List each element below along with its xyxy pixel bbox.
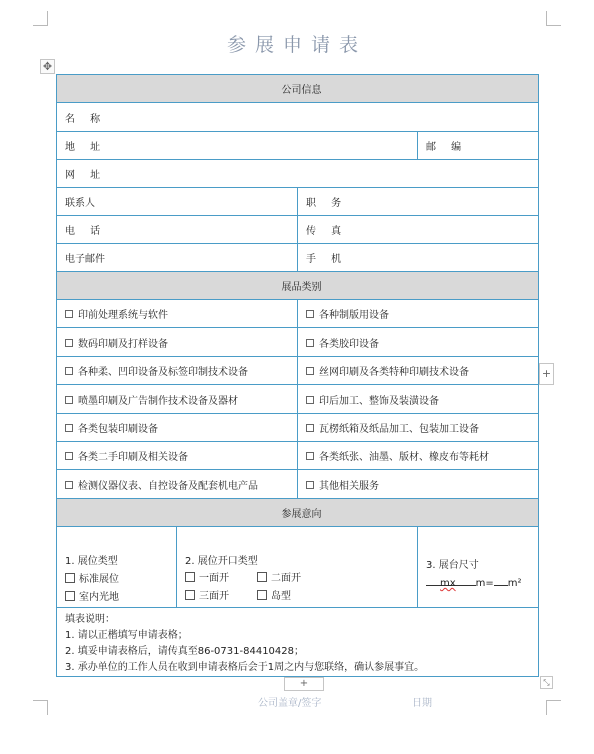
instruction-item: 2. 填妥申请表格后，请传真至86-0731-84410428； [65, 646, 305, 657]
booth-type-cell [57, 527, 177, 608]
category-option[interactable] [57, 328, 298, 357]
field-position-label: 职 务 [306, 198, 348, 209]
category-label: 各类包装印刷设备 [78, 424, 158, 435]
category-label: 瓦楞纸箱及纸品加工、包装加工设备 [319, 424, 479, 435]
field-website-label: 网 址 [65, 170, 107, 181]
field-website[interactable] [57, 160, 539, 188]
checkbox-icon[interactable] [185, 590, 195, 600]
size-blank[interactable] [494, 575, 508, 586]
field-postcode-label: 邮 编 [426, 142, 468, 153]
category-label: 各类胶印设备 [319, 338, 379, 350]
checkbox-icon[interactable] [257, 590, 267, 600]
opening-two-option[interactable] [257, 571, 329, 587]
category-label: 其他相关服务 [319, 480, 379, 492]
booth-standard-option[interactable] [65, 571, 176, 589]
category-option[interactable] [298, 328, 539, 357]
field-mobile-label: 手 机 [306, 254, 348, 265]
category-option[interactable] [57, 414, 298, 442]
instructions-heading: 填表说明： [65, 614, 115, 625]
size-m2: m² [507, 578, 522, 589]
category-option[interactable] [57, 385, 298, 414]
opening-one-label: 一面开 [199, 573, 229, 584]
opening-island-option[interactable] [257, 589, 329, 605]
signature-label: 公司盖章/签字 [258, 698, 322, 709]
size-blank[interactable] [426, 575, 440, 586]
opening-one-option[interactable] [185, 571, 257, 587]
checkbox-icon[interactable] [65, 591, 75, 601]
booth-size-cell[interactable] [418, 527, 539, 608]
field-name[interactable] [57, 103, 539, 132]
size-mx: mx [440, 575, 456, 586]
category-option[interactable] [298, 442, 539, 470]
page-corner-top-right [546, 11, 561, 26]
date-label: 日期 [412, 698, 432, 709]
checkbox-icon[interactable] [257, 572, 267, 582]
category-label: 数码印刷及打样设备 [78, 338, 168, 350]
checkbox-icon[interactable] [65, 424, 73, 432]
field-address[interactable] [57, 132, 418, 160]
booth-type-title: 1. 展位类型 [65, 556, 118, 567]
checkbox-icon[interactable] [65, 481, 73, 489]
category-option[interactable] [57, 470, 298, 499]
field-fax-label: 传 真 [306, 226, 348, 237]
category-label: 印后加工、整饰及装潢设备 [319, 395, 439, 407]
size-blank[interactable] [456, 575, 476, 586]
field-phone[interactable] [57, 216, 298, 244]
field-fax[interactable] [298, 216, 539, 244]
checkbox-icon[interactable] [65, 452, 73, 460]
checkbox-icon[interactable] [65, 367, 73, 375]
category-label: 喷墨印刷及广告制作技术设备及器材 [78, 395, 238, 407]
field-address-label: 地 址 [65, 142, 107, 153]
category-option[interactable] [298, 385, 539, 414]
category-option[interactable] [298, 470, 539, 499]
category-option[interactable] [57, 300, 298, 328]
checkbox-icon[interactable] [306, 424, 314, 432]
page-corner-bottom-left [33, 700, 48, 715]
section-header-company: 公司信息 [57, 75, 539, 103]
category-option[interactable] [57, 357, 298, 385]
category-label: 印前处理系统与软件 [78, 310, 168, 321]
size-m-eq: m= [475, 578, 494, 589]
checkbox-icon[interactable] [65, 339, 73, 347]
field-name-label: 名 称 [65, 113, 107, 125]
application-form-table [56, 74, 539, 677]
field-position[interactable] [298, 188, 539, 216]
booth-raw-option[interactable] [65, 589, 176, 607]
booth-raw-label: 室内光地 [79, 592, 119, 603]
checkbox-icon[interactable] [306, 339, 314, 347]
booth-size-formula[interactable] [426, 575, 538, 593]
opening-island-label: 岛型 [271, 591, 291, 602]
booth-size-title: 3. 展台尺寸 [426, 560, 479, 571]
category-label: 各种柔、凹印设备及标签印制技术设备 [78, 367, 248, 378]
category-option[interactable] [298, 414, 539, 442]
opening-type-cell [177, 527, 418, 608]
field-phone-label: 电 话 [65, 226, 107, 237]
category-option[interactable] [298, 357, 539, 385]
field-postcode[interactable] [418, 132, 539, 160]
category-label: 丝网印刷及各类特种印刷技术设备 [319, 367, 469, 378]
checkbox-icon[interactable] [306, 367, 314, 375]
checkbox-icon[interactable] [306, 481, 314, 489]
category-label: 各类纸张、油墨、版材、橡皮布等耗材 [319, 452, 489, 463]
section-header-categories: 展品类别 [57, 272, 539, 300]
section-header-intent: 参展意向 [57, 499, 539, 527]
booth-standard-label: 标准展位 [79, 574, 119, 585]
document-title: 参展申请表 [226, 34, 367, 56]
category-option[interactable] [298, 300, 539, 328]
checkbox-icon[interactable] [185, 572, 195, 582]
checkbox-icon[interactable] [65, 310, 73, 318]
table-resize-icon[interactable]: ⤡ [540, 676, 553, 689]
add-column-plus-icon[interactable]: + [539, 363, 554, 385]
field-mobile[interactable] [298, 244, 539, 272]
checkbox-icon[interactable] [306, 452, 314, 460]
checkbox-icon[interactable] [65, 396, 73, 404]
checkbox-icon[interactable] [306, 396, 314, 404]
category-label: 各种制版用设备 [319, 310, 389, 321]
table-move-handle-icon[interactable]: ✥ [40, 59, 55, 74]
instructions-cell [57, 608, 539, 677]
opening-three-option[interactable] [185, 589, 257, 605]
checkbox-icon[interactable] [306, 310, 314, 318]
field-email-label: 电子邮件 [65, 254, 105, 265]
page-corner-top-left [33, 11, 48, 26]
category-option[interactable] [57, 442, 298, 470]
category-label: 检测仪器仪表、自控设备及配套机电产品 [78, 480, 258, 492]
add-row-plus-icon[interactable]: + [284, 677, 324, 691]
field-contact[interactable] [57, 188, 298, 216]
page-corner-bottom-right [546, 700, 561, 715]
instruction-item: 3. 承办单位的工作人员在收到申请表格后会于1周之内与您联络，确认参展事宜。 [65, 662, 425, 673]
field-email[interactable] [57, 244, 298, 272]
checkbox-icon[interactable] [65, 573, 75, 583]
opening-two-label: 二面开 [271, 573, 301, 584]
field-contact-label: 联系人 [65, 198, 95, 209]
instruction-item: 1. 请以正楷填写申请表格； [65, 630, 188, 641]
category-label: 各类二手印刷及相关设备 [78, 452, 188, 463]
opening-type-title: 2. 展位开口类型 [185, 556, 258, 567]
opening-three-label: 三面开 [199, 591, 229, 602]
